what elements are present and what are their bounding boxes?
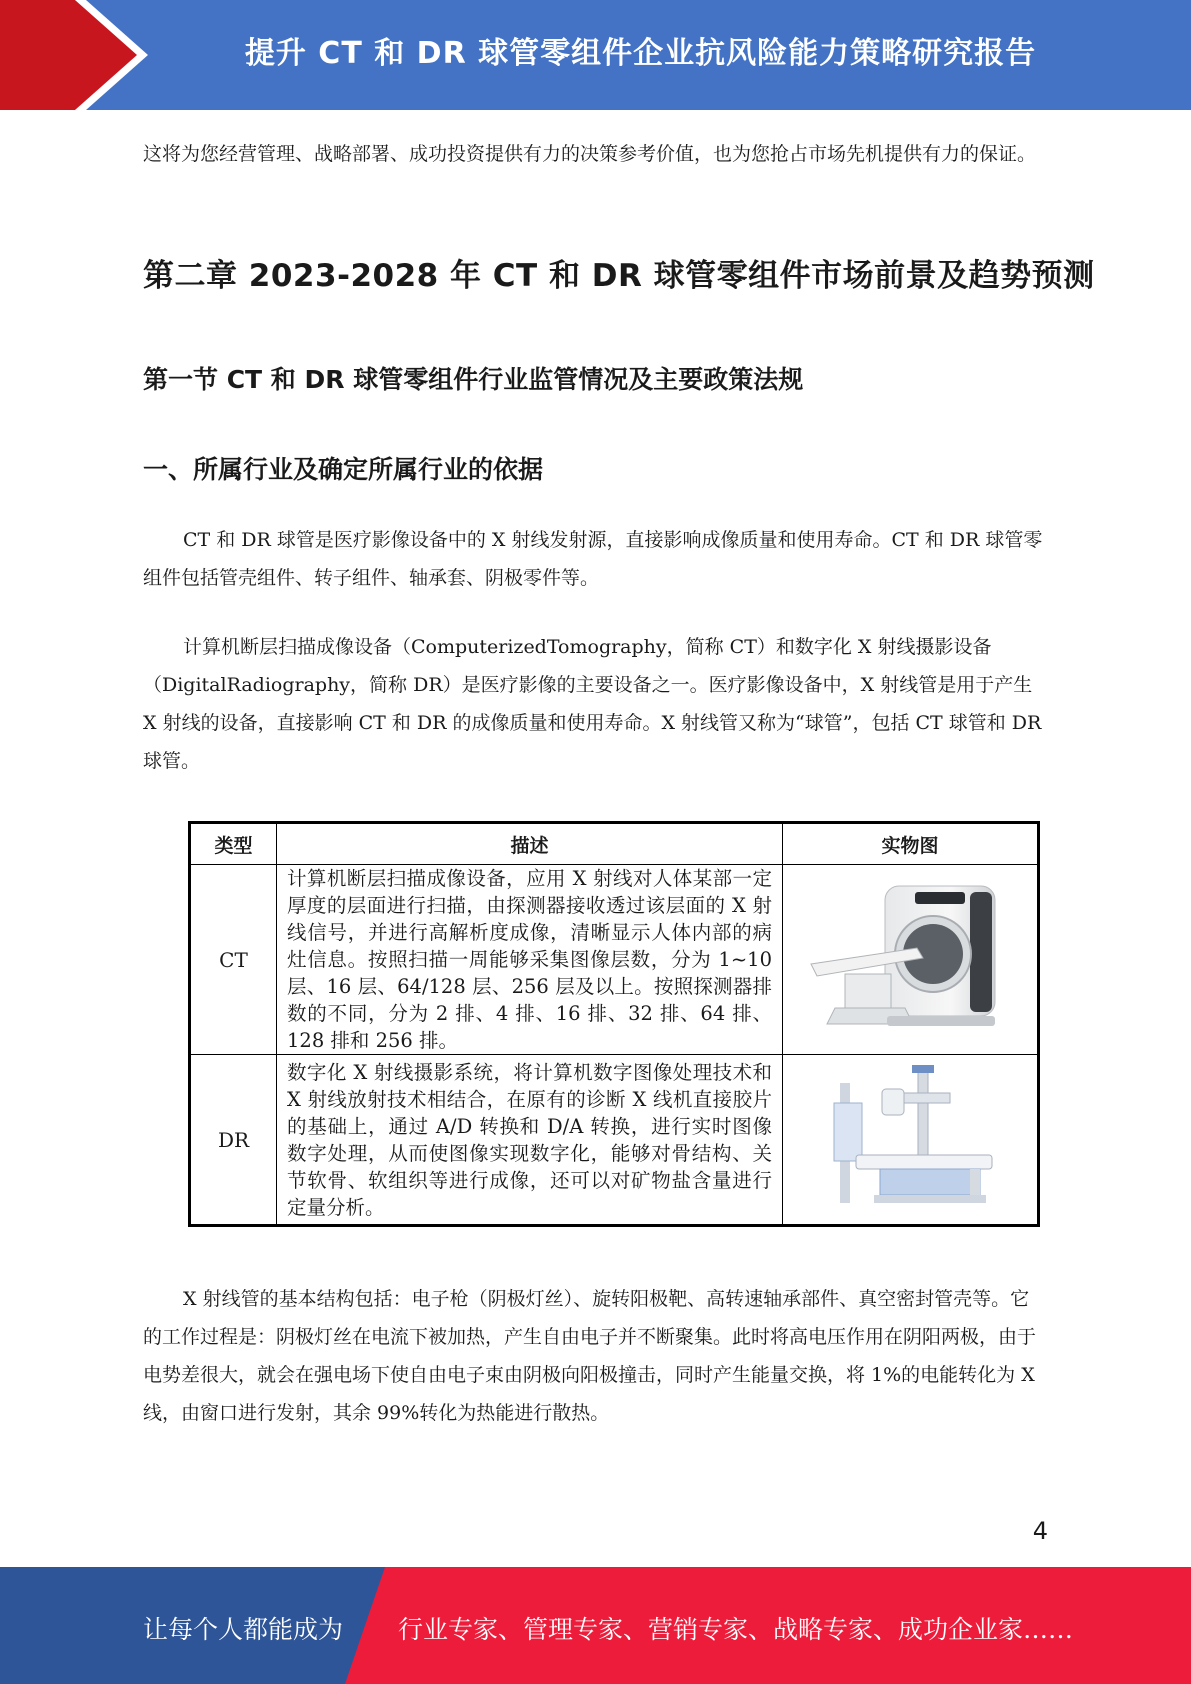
chapter-title: 第二章 2023-2028 年 CT 和 DR 球管零组件市场前景及趋势预测 bbox=[143, 258, 1095, 294]
table-cell-type: CT bbox=[190, 865, 277, 1055]
ct-scanner-illustration bbox=[805, 878, 1015, 1038]
footer-slogan-right: 行业专家、管理专家、营销专家、战略专家、成功企业家…… bbox=[398, 1615, 1074, 1644]
table-header-type: 类型 bbox=[190, 823, 277, 865]
device-comparison-table bbox=[188, 821, 1040, 1227]
table-header-image: 实物图 bbox=[783, 823, 1039, 865]
intro-paragraph: 这将为您经营管理、战略部署、成功投资提供有力的决策参考价值，也为您抢占市场先机提供有力的保证。 bbox=[143, 143, 1037, 165]
paragraph-1: CT 和 DR 球管是医疗影像设备中的 X 射线发射源，直接影响成像质量和使用寿命。CT 和 DR 球管零组件包括管壳组件、转子组件、轴承套、阴极零件等。 bbox=[143, 529, 1043, 589]
table-cell-desc: 计算机断层扫描成像设备，应用 X 射线对人体某部一定厚度的层面进行扫描，由探测器接收透过该层面的 X 射线信号，并进行高解析度成像，清晰显示人体内部的病灶信息。按照扫描一周能够采集图像层数，分为 1~10 层、16 层、64/128 层、256 层及以上。按照探测器排数的不同，分为 2 排、4 排、16 排、32 排、64 排、128 排和 256 排。 bbox=[277, 865, 783, 1055]
table-header-row bbox=[190, 823, 1039, 865]
header-banner bbox=[0, 0, 1191, 110]
ct-scanner-image bbox=[783, 865, 1039, 1055]
subsection-title: 一、所属行业及确定所属行业的依据 bbox=[143, 455, 544, 484]
header-arrow-decoration bbox=[0, 0, 150, 110]
footer-slogan-left: 让每个人都能成为 bbox=[143, 1615, 344, 1644]
table-cell-desc: 数字化 X 射线摄影系统，将计算机数字图像处理技术和 X 射线放射技术相结合，在原有的诊断 X 线机直接胶片的基础上，通过 A/D 转换和 D/A 转换，进行实时图像数字处理，从而使图像实现数字化，能够对骨结构、关节软骨、软组织等进行成像，还可以对矿物盐含量进行定量分析。 bbox=[277, 1055, 783, 1226]
paragraph-3: X 射线管的基本结构包括：电子枪（阴极灯丝）、旋转阳极靶、高转速轴承部件、真空密封管壳等。它的工作过程是：阴极灯丝在电流下被加热，产生自由电子并不断聚集。此时将高电压作用在阴阳两极，由于电势差很大，就会在强电场下使自由电子束由阴极向阳极撞击，同时产生能量交换，将 1%的电能转化为 X 线，由窗口进行发射，其余 99%转化为热能进行散热。 bbox=[143, 1288, 1037, 1424]
table-cell-type: DR bbox=[190, 1055, 277, 1226]
section-title: 第一节 CT 和 DR 球管零组件行业监管情况及主要政策法规 bbox=[143, 365, 804, 394]
paragraph-2: 计算机断层扫描成像设备（ComputerizedTomography，简称 CT）和数字化 X 射线摄影设备（DigitalRadiography，简称 DR）是医疗影像的主要设备之一。医疗影像设备中，X 射线管是用于产生 X 射线的设备，直接影响 CT 和 DR 的成像质量和使用寿命。X 射线管又称为“球管”，包括 CT 球管和 DR 球管。 bbox=[143, 636, 1042, 772]
table-row bbox=[190, 865, 1039, 1055]
table-row bbox=[190, 1055, 1039, 1226]
dr-system-illustration bbox=[820, 1063, 1000, 1213]
page-number: 4 bbox=[1032, 1517, 1048, 1545]
table-header-desc: 描述 bbox=[277, 823, 783, 865]
dr-system-image bbox=[783, 1055, 1039, 1226]
report-title: 提升 CT 和 DR 球管零组件企业抗风险能力策略研究报告 bbox=[244, 36, 1037, 71]
